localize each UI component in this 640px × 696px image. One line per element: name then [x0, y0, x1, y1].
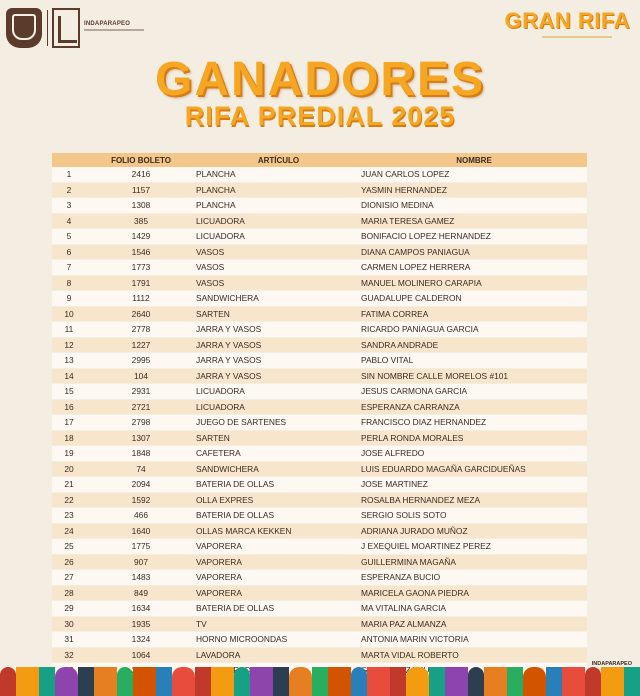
- column-header-number: [52, 153, 86, 167]
- table-row: [52, 198, 587, 214]
- pattern-tile: [507, 667, 523, 696]
- cell-winner-name: BONIFACIO LOPEZ HERNANDEZ: [361, 229, 587, 245]
- cell-folio: 1324: [86, 632, 196, 648]
- cell-article: JARRA Y VASOS: [196, 353, 361, 369]
- cell-winner-name: MARIA TERESA GAMEZ: [361, 213, 587, 229]
- coat-of-arms-logo: [6, 8, 42, 48]
- pattern-tile: [429, 667, 445, 696]
- cell-folio: 2995: [86, 353, 196, 369]
- cell-article: LICUADORA: [196, 213, 361, 229]
- table-row: [52, 322, 587, 338]
- cell-folio: 2778: [86, 322, 196, 338]
- cell-article: OLLA EXPRES: [196, 492, 361, 508]
- cell-article: LICUADORA: [196, 384, 361, 400]
- pattern-tile: [133, 667, 156, 696]
- cell-number: 24: [52, 523, 86, 539]
- table-row: [52, 213, 587, 229]
- cell-winner-name: FATIMA CORREA: [361, 306, 587, 322]
- cell-number: 25: [52, 539, 86, 555]
- cell-article: VASOS: [196, 275, 361, 291]
- pattern-tile: [445, 667, 468, 696]
- cell-winner-name: MARTA VIDAL ROBERTO: [361, 647, 587, 663]
- cell-folio: 385: [86, 213, 196, 229]
- cell-folio: 1546: [86, 244, 196, 260]
- cell-winner-name: JESUS CARMONA GARCIA: [361, 384, 587, 400]
- pattern-tile: [39, 667, 55, 696]
- cell-number: 18: [52, 430, 86, 446]
- pattern-tile: [390, 667, 406, 696]
- top-bar: [0, 0, 640, 56]
- cell-number: 7: [52, 260, 86, 276]
- pattern-tile: [523, 667, 546, 696]
- pattern-tile: [94, 667, 117, 696]
- column-header-name: NOMBRE: [361, 153, 587, 167]
- cell-winner-name: RICARDO PANIAGUA GARCIA: [361, 322, 587, 338]
- cell-article: PLANCHA: [196, 182, 361, 198]
- cell-folio: 466: [86, 508, 196, 524]
- cell-winner-name: FRANCISCO DIAZ HERNANDEZ: [361, 415, 587, 431]
- cell-number: 8: [52, 275, 86, 291]
- table-row: [52, 523, 587, 539]
- table-row: [52, 167, 587, 182]
- cell-number: 4: [52, 213, 86, 229]
- table-row: [52, 430, 587, 446]
- table-row: [52, 492, 587, 508]
- cell-number: 32: [52, 647, 86, 663]
- decorative-footer-pattern: [0, 667, 640, 696]
- pattern-tile: [250, 667, 273, 696]
- cell-folio: 74: [86, 461, 196, 477]
- table-row: [52, 229, 587, 245]
- cell-article: SANDWICHERA: [196, 461, 361, 477]
- pattern-tile: [156, 667, 172, 696]
- cell-article: SARTEN: [196, 306, 361, 322]
- cell-article: PLANCHA: [196, 167, 361, 182]
- table-row: [52, 632, 587, 648]
- cell-folio: 1791: [86, 275, 196, 291]
- cell-winner-name: LUIS EDUARDO MAGAÑA GARCIDUEÑAS: [361, 461, 587, 477]
- table-row: [52, 384, 587, 400]
- table-row: [52, 244, 587, 260]
- cell-folio: 2931: [86, 384, 196, 400]
- cell-folio: 2798: [86, 415, 196, 431]
- cell-folio: 1112: [86, 291, 196, 307]
- cell-folio: 1592: [86, 492, 196, 508]
- pattern-tile: [78, 667, 94, 696]
- table-row: [52, 585, 587, 601]
- cell-winner-name: GUADALUPE CALDERON: [361, 291, 587, 307]
- cell-article: SANDWICHERA: [196, 291, 361, 307]
- cell-number: 28: [52, 585, 86, 601]
- cell-folio: 2721: [86, 399, 196, 415]
- cell-folio: 1634: [86, 601, 196, 617]
- cell-folio: 104: [86, 368, 196, 384]
- cell-winner-name: GUILLERMINA MAGAÑA: [361, 554, 587, 570]
- pattern-tile: [484, 667, 507, 696]
- cell-folio: 2416: [86, 167, 196, 182]
- cell-article: LICUADORA: [196, 399, 361, 415]
- cell-folio: 1483: [86, 570, 196, 586]
- cell-number: 31: [52, 632, 86, 648]
- pattern-tile: [0, 667, 16, 696]
- cell-winner-name: CARMEN LOPEZ HERRERA: [361, 260, 587, 276]
- cell-folio: 1640: [86, 523, 196, 539]
- cell-number: 11: [52, 322, 86, 338]
- cell-winner-name: JOSE MARTINEZ: [361, 477, 587, 493]
- table-row: [52, 601, 587, 617]
- pattern-tile: [406, 667, 429, 696]
- pattern-tile: [234, 667, 250, 696]
- cell-number: 15: [52, 384, 86, 400]
- municipality-name: INDAPARAPEO: [84, 21, 131, 27]
- cell-folio: 849: [86, 585, 196, 601]
- table-row: [52, 368, 587, 384]
- table-row: [52, 539, 587, 555]
- cell-winner-name: JUAN CARLOS LOPEZ: [361, 167, 587, 182]
- cell-folio: 907: [86, 554, 196, 570]
- cell-article: CAFETERA: [196, 446, 361, 462]
- cell-winner-name: DIONISIO MEDINA: [361, 198, 587, 214]
- table-row: [52, 260, 587, 276]
- cell-number: 22: [52, 492, 86, 508]
- table-row: [52, 399, 587, 415]
- cell-folio: 1308: [86, 198, 196, 214]
- table-row: [52, 554, 587, 570]
- cell-folio: 1848: [86, 446, 196, 462]
- cell-number: 16: [52, 399, 86, 415]
- cell-folio: 1227: [86, 337, 196, 353]
- cell-article: BATERIA DE OLLAS: [196, 601, 361, 617]
- table-header-row: [52, 153, 587, 167]
- cell-winner-name: ROSALBA HERNANDEZ MEZA: [361, 492, 587, 508]
- cell-winner-name: JOSE ALFREDO: [361, 446, 587, 462]
- cell-number: 10: [52, 306, 86, 322]
- cell-winner-name: MA VITALINA GARCIA: [361, 601, 587, 617]
- cell-article: JARRA Y VASOS: [196, 322, 361, 338]
- pattern-tile: [211, 667, 234, 696]
- cell-winner-name: J EXEQUIEL MOARTINEZ PEREZ: [361, 539, 587, 555]
- cell-article: JARRA Y VASOS: [196, 368, 361, 384]
- cell-winner-name: MARIA PAZ ALMANZA: [361, 616, 587, 632]
- winners-table-body: [52, 167, 587, 694]
- cell-winner-name: PERLA RONDA MORALES: [361, 430, 587, 446]
- table-row: [52, 477, 587, 493]
- pattern-tile: [601, 667, 624, 696]
- pattern-tile: [468, 667, 484, 696]
- logo-divider: [47, 10, 48, 46]
- cell-article: BATERIA DE OLLAS: [196, 508, 361, 524]
- cell-winner-name: YASMIN HERNANDEZ: [361, 182, 587, 198]
- cell-number: 2: [52, 182, 86, 198]
- pattern-tile: [312, 667, 328, 696]
- cell-winner-name: MANUEL MOLINERO CARAPIA: [361, 275, 587, 291]
- table-row: [52, 415, 587, 431]
- cell-number: 13: [52, 353, 86, 369]
- cell-article: LAVADORA: [196, 647, 361, 663]
- cell-number: 19: [52, 446, 86, 462]
- cell-number: 3: [52, 198, 86, 214]
- cell-number: 5: [52, 229, 86, 245]
- cell-winner-name: SANDRA ANDRADE: [361, 337, 587, 353]
- cell-article: VAPORERA: [196, 539, 361, 555]
- cell-folio: 1935: [86, 616, 196, 632]
- cell-number: 14: [52, 368, 86, 384]
- cell-winner-name: DIANA CAMPOS PANIAGUA: [361, 244, 587, 260]
- cell-article: BATERIA DE OLLAS: [196, 477, 361, 493]
- table-row: [52, 508, 587, 524]
- cell-number: 27: [52, 570, 86, 586]
- cell-article: VAPORERA: [196, 554, 361, 570]
- cell-article: OLLAS MARCA KEKKEN: [196, 523, 361, 539]
- cell-number: 30: [52, 616, 86, 632]
- cell-number: 21: [52, 477, 86, 493]
- winners-table: [52, 153, 587, 694]
- cell-article: VASOS: [196, 244, 361, 260]
- table-row: [52, 647, 587, 663]
- cell-article: JUEGO DE SARTENES: [196, 415, 361, 431]
- table-row: [52, 570, 587, 586]
- cell-number: 26: [52, 554, 86, 570]
- cell-number: 12: [52, 337, 86, 353]
- table-row: [52, 275, 587, 291]
- cell-folio: 1775: [86, 539, 196, 555]
- pattern-tile: [624, 667, 640, 696]
- pattern-tile: [562, 667, 585, 696]
- cell-number: 23: [52, 508, 86, 524]
- table-row: [52, 306, 587, 322]
- table-row: [52, 616, 587, 632]
- table-row: [52, 353, 587, 369]
- cell-folio: 2094: [86, 477, 196, 493]
- cell-folio: 1429: [86, 229, 196, 245]
- gran-rifa-tagline-line: [542, 36, 612, 38]
- cell-number: 20: [52, 461, 86, 477]
- page-title: GANADORES: [154, 53, 486, 106]
- cell-article: LICUADORA: [196, 229, 361, 245]
- municipality-tagline-line: [84, 29, 144, 31]
- pattern-tile: [195, 667, 211, 696]
- table-row: [52, 446, 587, 462]
- pattern-tile: [172, 667, 195, 696]
- pattern-tile: [328, 667, 351, 696]
- cell-folio: 2640: [86, 306, 196, 322]
- cell-folio: 1157: [86, 182, 196, 198]
- cell-number: 1: [52, 167, 86, 182]
- municipality-logo: [52, 8, 80, 48]
- cell-folio: 1064: [86, 647, 196, 663]
- gran-rifa-badge: GRAN RIFA: [504, 8, 630, 33]
- cell-article: VAPORERA: [196, 570, 361, 586]
- column-header-folio: FOLIO BOLETO: [86, 153, 196, 167]
- cell-article: TV: [196, 616, 361, 632]
- cell-article: PLANCHA: [196, 198, 361, 214]
- pattern-tile: [367, 667, 390, 696]
- cell-article: JARRA Y VASOS: [196, 337, 361, 353]
- cell-winner-name: SERGIO SOLIS SOTO: [361, 508, 587, 524]
- cell-winner-name: SIN NOMBRE CALLE MORELOS #101: [361, 368, 587, 384]
- cell-winner-name: ADRIANA JURADO MUÑOZ: [361, 523, 587, 539]
- page-subtitle: RIFA PREDIAL 2025: [184, 101, 456, 131]
- pattern-tile: [273, 667, 289, 696]
- pattern-tile: [585, 667, 601, 696]
- cell-winner-name: PABLO VITAL: [361, 353, 587, 369]
- cell-article: VAPORERA: [196, 585, 361, 601]
- cell-article: SARTEN: [196, 430, 361, 446]
- cell-article: VASOS: [196, 260, 361, 276]
- footer-brand: INDAPARAPEO: [591, 661, 632, 667]
- cell-winner-name: ANTONIA MARIN VICTORIA: [361, 632, 587, 648]
- cell-number: 6: [52, 244, 86, 260]
- cell-winner-name: ESPERANZA CARRANZA: [361, 399, 587, 415]
- pattern-tile: [117, 667, 133, 696]
- cell-number: 9: [52, 291, 86, 307]
- pattern-tile: [55, 667, 78, 696]
- cell-folio: 1307: [86, 430, 196, 446]
- pattern-tile: [289, 667, 312, 696]
- table-row: [52, 337, 587, 353]
- cell-number: 17: [52, 415, 86, 431]
- pattern-tile: [546, 667, 562, 696]
- cell-folio: 1773: [86, 260, 196, 276]
- pattern-tile: [16, 667, 39, 696]
- column-header-article: ARTÍCULO: [196, 153, 361, 167]
- cell-article: HORNO MICROONDAS: [196, 632, 361, 648]
- cell-number: 29: [52, 601, 86, 617]
- pattern-tile: [351, 667, 367, 696]
- table-row: [52, 182, 587, 198]
- cell-winner-name: MARICELA GAONA PIEDRA: [361, 585, 587, 601]
- cell-winner-name: ESPERANZA BUCIO: [361, 570, 587, 586]
- table-row: [52, 461, 587, 477]
- table-row: [52, 291, 587, 307]
